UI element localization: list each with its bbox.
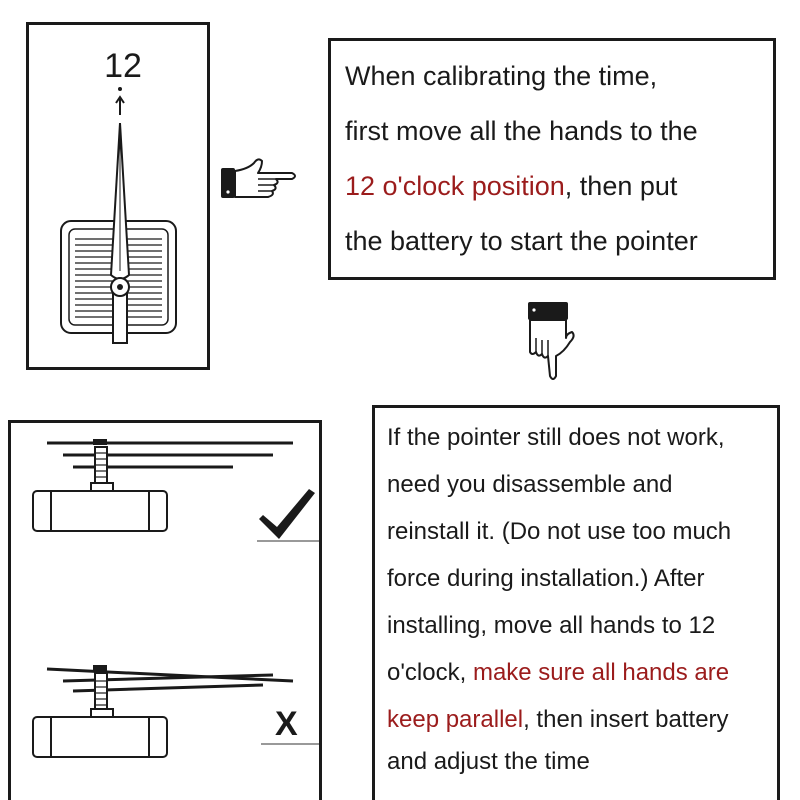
calibration-line-4: the battery to start the pointer [345, 226, 698, 256]
pointing-down-hand-icon [524, 300, 584, 380]
troubleshoot-line-6 [387, 659, 729, 686]
troubleshoot-line-7 [387, 706, 729, 733]
twelve-label: 12 [104, 47, 142, 85]
calibration-line-1: When calibrating the time, [345, 61, 658, 91]
troubleshooting-instruction-box [372, 405, 780, 800]
troubleshoot-line-8: and adjust the time [387, 748, 590, 775]
troubleshoot-line-5: installing, move all hands to 12 [387, 612, 716, 639]
wrong-mark: X [275, 705, 298, 743]
troubleshoot-line-4: force during installation.) After [387, 565, 705, 592]
pointing-right-hand-icon [218, 155, 298, 205]
parallel-highlight-2: keep parallel [387, 706, 524, 733]
calibration-line-3 [345, 173, 677, 200]
parallel-highlight-1: make sure all hands are [472, 659, 730, 686]
troubleshoot-line-2: need you disassemble and [387, 471, 673, 498]
troubleshoot-line-3: reinstall it. (Do not use too much [387, 518, 732, 545]
twelve-oclock-highlight: 12 o'clock position [345, 171, 565, 201]
movement-comparison-panel [8, 420, 322, 800]
calibration-line-3-rest: , then put [564, 171, 678, 201]
clock-movement-illustration [29, 25, 213, 373]
clock-diagram-panel [26, 22, 210, 370]
troubleshoot-line-7-rest: , then insert battery [523, 706, 729, 733]
calibration-instruction-box [328, 38, 776, 280]
calibration-line-2: first move all the hands to the [345, 116, 698, 146]
checkmark-icon [257, 485, 327, 545]
troubleshoot-line-6-start: o'clock, [387, 659, 473, 686]
wrong-mark-underline [261, 743, 319, 745]
troubleshoot-line-1: If the pointer still does not work, [387, 424, 725, 451]
